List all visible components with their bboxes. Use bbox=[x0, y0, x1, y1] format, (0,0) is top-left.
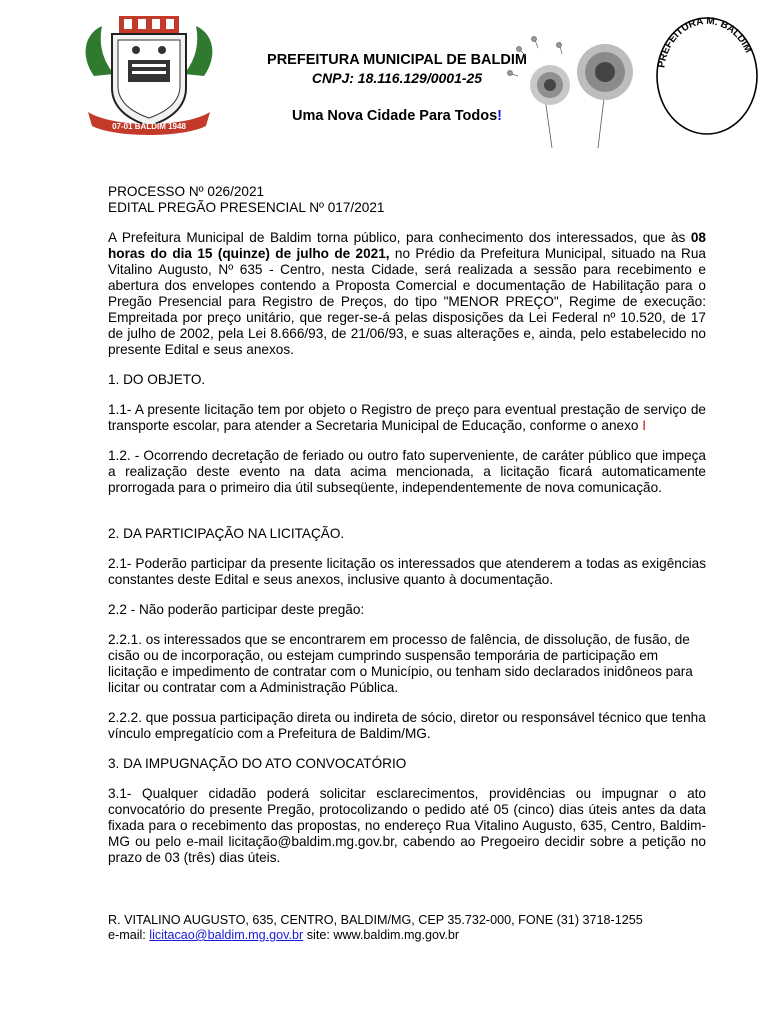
section-2-title: 2. DA PARTICIPAÇÃO NA LICITAÇÃO. bbox=[108, 526, 345, 541]
section-1-2: 1.2. - Ocorrendo decretação de feriado ou outro fato superveniente, de caráter público que impeça a realização deste evento na data acima mencionada, a licitação ficará automaticamente prorrogada para o primeiro dia útil subseqüente, independentemente de nova comunicação. bbox=[108, 448, 706, 495]
svg-text:PREFEITURA M. BALDIM bbox=[656, 16, 753, 69]
intro-text-b: no Prédio da Prefeitura Municipal, situado na Rua Vitalino Augusto, Nº 635 - Centro, nesta Cidade, será realizada a sessão para recebimento e abertura dos envelopes contendo a Proposta Comercial e documentação de Habilitação para o Pregão Presencial para Registro de Preços, do tipo "MENOR PREÇO", Regime de execução: Empreitada por preço unitário, que reger-se-á pelas disposições da Lei Federal nº 10.520, de 17 de julho de 2002, pela Lei 8.666/93, de 21/06/93, e suas alterações e, ainda, pelo estabelecido no presente Edital e seus anexos. bbox=[108, 246, 706, 357]
footer-contact bbox=[108, 928, 728, 943]
processo-number: PROCESSO Nº 026/2021 bbox=[108, 184, 265, 199]
section-1-1 bbox=[108, 402, 706, 434]
footer-site: site: www.baldim.mg.gov.br bbox=[303, 928, 460, 942]
cnpj-text: CNPJ: 18.116.129/0001-25 bbox=[311, 70, 483, 86]
page-title: PREFEITURA MUNICIPAL DE BALDIM bbox=[267, 52, 527, 68]
municipal-crest-logo bbox=[74, 16, 224, 138]
prefeitura-stamp bbox=[652, 10, 762, 138]
section-2-2-1: 2.2.1. os interessados que se encontrarem em processo de falência, de dissolução, de fusão, de cisão ou de incorporação, ou estejam cumprindo suspensão temporária de participação em licitação e impedimento de contratar com o Município, ou tenham sido declarados inidôneos para licitar ou contratar com a Administração Pública. bbox=[108, 632, 693, 695]
stamp-text: PREFEITURA M. BALDIM bbox=[656, 15, 754, 69]
section-1-title: 1. DO OBJETO. bbox=[108, 372, 206, 387]
intro-paragraph bbox=[108, 230, 706, 358]
section-1-1-annex-ref: I bbox=[642, 418, 647, 433]
slogan-exclamation: ! bbox=[497, 108, 503, 124]
intro-text-a: A Prefeitura Municipal de Baldim torna público, para conhecimento dos interessados, que às bbox=[108, 230, 691, 245]
edital-body bbox=[108, 184, 706, 880]
section-3-1: 3.1- Qualquer cidadão poderá solicitar esclarecimentos, providências ou impugnar o ato convocatório do presente Pregão, protocolizando o pedido até 05 (cinco) dias úteis antes da data fixada para o recebimento das propostas, no endereço Rua Vitalino Augusto, 635, Centro, Baldim-MG ou pelo e-mail licitação@baldim.mg.gov.br, cabendo ao Pregoeiro decidir sobre a petição no prazo de 03 (três) dias úteis. bbox=[108, 786, 706, 865]
footer-email-label: e-mail: bbox=[108, 928, 150, 942]
letterhead bbox=[252, 52, 542, 124]
intro-date-bold: 08 horas do dia 15 (quinze) de julho de 2021, bbox=[108, 230, 706, 261]
section-2-1: 2.1- Poderão participar da presente licitação os interessados que atenderem a todas as exigências constantes deste Edital e seus anexos, inclusive quanto à documentação. bbox=[108, 556, 706, 587]
slogan-text bbox=[252, 108, 542, 124]
edital-number: EDITAL PREGÃO PRESENCIAL Nº 017/2021 bbox=[108, 200, 385, 215]
section-2-2-2: 2.2.2. que possua participação direta ou indireta de sócio, diretor ou responsável técnico que tenha vínculo empregatício com a Prefeitura de Baldim/MG. bbox=[108, 710, 706, 741]
section-2-2: 2.2 - Não poderão participar deste pregão: bbox=[108, 602, 365, 617]
page-footer bbox=[108, 913, 728, 943]
footer-email-link[interactable]: licitacao@baldim.mg.gov.br bbox=[149, 928, 304, 942]
dandelion-illustration bbox=[500, 30, 655, 150]
section-1-1-text: 1.1- A presente licitação tem por objeto o Registro de preço para eventual prestação de serviço de transporte escolar, para atender a Secretaria Municipal de Educação, conforme o anexo bbox=[108, 402, 706, 433]
crest-banner-text: 07-01 BALDIM 1948 bbox=[112, 122, 186, 131]
slogan-main: Uma Nova Cidade Para Todos bbox=[291, 108, 498, 124]
section-3-title: 3. DA IMPUGNAÇÃO DO ATO CONVOCATÓRIO bbox=[108, 756, 407, 771]
footer-address: R. VITALINO AUGUSTO, 635, CENTRO, BALDIM/MG, CEP 35.732-000, FONE (31) 3718-1255 bbox=[108, 913, 643, 927]
